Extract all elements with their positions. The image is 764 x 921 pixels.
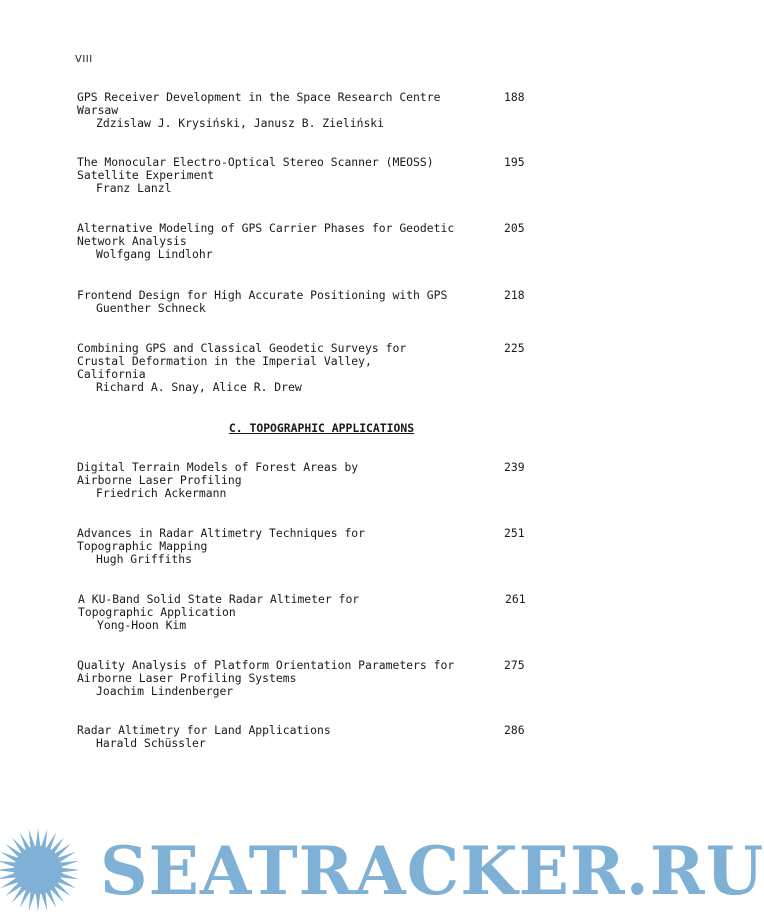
entry-authors: Harald Schüssler <box>96 736 206 750</box>
entry-title: GPS Receiver Development in the Space Research Centre Warsaw <box>77 90 441 117</box>
entry-page: 251 <box>504 526 525 540</box>
toc-entry <box>78 593 548 632</box>
entry-authors: Wolfgang Lindlohr <box>96 247 213 261</box>
entry-title: Advances in Radar Altimetry Techniques for Topographic Mapping <box>77 526 366 553</box>
toc-entry <box>77 91 547 130</box>
entry-page: 261 <box>505 592 526 606</box>
toc-entry <box>77 659 547 698</box>
entry-title: Digital Terrain Models of Forest Areas by Airborne Laser Profiling <box>77 460 359 487</box>
entry-authors: Franz Lanzl <box>96 181 172 195</box>
section-heading: C. TOPOGRAPHIC APPLICATIONS <box>228 421 415 435</box>
toc-entry <box>77 342 547 394</box>
entry-authors: Yong-Hoon Kim <box>97 618 187 632</box>
entry-authors: Zdzislaw J. Krysiński, Janusz B. Zieliński <box>96 116 385 130</box>
entry-page: 286 <box>504 723 525 737</box>
entry-authors: Friedrich Ackermann <box>96 486 227 500</box>
entry-title: Radar Altimetry for Land Applications <box>77 723 331 737</box>
toc-entry <box>77 289 547 315</box>
page-number: VIII <box>75 54 93 65</box>
entry-authors: Richard A. Snay, Alice R. Drew <box>96 380 302 394</box>
entry-title: Alternative Modeling of GPS Carrier Phases for Geodetic Network Analysis <box>77 221 455 248</box>
entry-authors: Hugh Griffiths <box>96 552 193 566</box>
entry-page: 218 <box>504 288 525 302</box>
toc-entry <box>77 222 547 261</box>
entry-authors: Guenther Schneck <box>96 301 206 315</box>
toc-entry <box>77 724 547 750</box>
entry-title: A KU-Band Solid State Radar Altimeter for Topographic Application <box>78 592 360 619</box>
entry-title: Frontend Design for High Accurate Positioning with GPS <box>77 288 448 302</box>
entry-page: 239 <box>504 460 525 474</box>
entry-authors: Joachim Lindenberger <box>96 684 234 698</box>
toc-entry <box>77 461 547 500</box>
entry-page: 225 <box>504 341 525 355</box>
entry-page: 188 <box>504 90 525 104</box>
entry-title: The Monocular Electro-Optical Stereo Scanner (MEOSS) Satellite Experiment <box>77 155 434 182</box>
toc-entry <box>77 527 547 566</box>
entry-title: Combining GPS and Classical Geodetic Surveys for Crustal Deformation in the Imperial Valley, California <box>77 341 407 381</box>
watermark-text: SEATRACKER.RU <box>100 832 764 910</box>
entry-page: 205 <box>504 221 525 235</box>
entry-page: 275 <box>504 658 525 672</box>
entry-page: 195 <box>504 155 525 169</box>
toc-entry <box>77 156 547 195</box>
entry-title: Quality Analysis of Platform Orientation Parameters for Airborne Laser Profiling Systems <box>77 658 455 685</box>
